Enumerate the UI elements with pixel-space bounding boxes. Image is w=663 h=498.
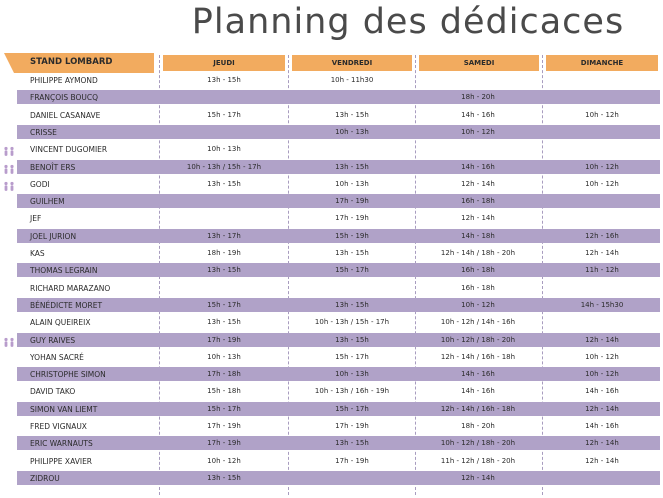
time-cell: 10h - 12h / 18h - 20h [440, 439, 516, 448]
time-cell: 17h - 19h [335, 422, 369, 430]
author-name: FRED VIGNAUX [30, 422, 87, 431]
table-row [0, 436, 663, 452]
day-header-samedi: SAMEDI [419, 55, 539, 71]
kids-icon [3, 161, 15, 173]
time-cell: 12h - 14h [585, 404, 619, 413]
time-cell: 17h - 19h [335, 214, 369, 223]
time-cell: 10h - 11h30 [330, 76, 374, 84]
time-cell [164, 281, 284, 297]
table-row [0, 73, 663, 89]
author-name: CHRISTOPHE SIMON [30, 370, 106, 380]
kids-icon [3, 334, 15, 346]
time-cell: 17h - 19h [335, 456, 369, 465]
time-cell: 13h - 15h [207, 76, 241, 84]
time-cell: 12h - 14h [585, 439, 619, 448]
author-name: CRISSE [30, 127, 57, 137]
table-row [0, 125, 663, 141]
time-cell: 18h - 20h [461, 422, 495, 430]
time-cell: 18h - 20h [461, 93, 495, 102]
time-cell [164, 90, 284, 106]
time-cell: 17h - 19h [335, 197, 369, 206]
time-cell: 13h - 15h [335, 439, 369, 448]
kids-icon [3, 143, 15, 155]
table-row [0, 384, 663, 400]
author-name: GUILHEM [30, 197, 65, 207]
time-cell: 13h - 15h [207, 266, 241, 275]
time-cell: 15h - 17h [335, 266, 369, 275]
table-row [0, 367, 663, 383]
table-row [0, 108, 663, 124]
time-cell: 10h - 12h [585, 110, 619, 119]
time-cell: 10h - 12h [461, 127, 495, 136]
author-name: VINCENT DUGOMIER [30, 145, 108, 155]
time-cell: 14h - 16h [461, 162, 495, 171]
time-cell: 13h - 15h [335, 300, 369, 309]
time-cell: 12h - 14h [585, 249, 619, 257]
time-cell: 14h - 16h [461, 387, 495, 396]
time-cell: 13h - 15h [335, 110, 369, 119]
time-cell [292, 471, 412, 487]
time-cell: 10h - 12h [585, 179, 619, 188]
time-cell: 16h - 18h [461, 266, 495, 275]
time-cell: 12h - 14h / 18h - 20h [440, 249, 516, 257]
time-cell [542, 315, 662, 331]
time-cell: 15h - 19h [335, 231, 369, 240]
time-cell: 12h - 14h [461, 179, 495, 188]
author-name: THOMAS LEGRAIN [30, 266, 98, 276]
stand-header-label: STAND LOMBARD [30, 57, 113, 67]
time-cell: 13h - 15h [207, 473, 241, 482]
time-cell [164, 194, 284, 210]
time-cell: 12h - 14h [585, 456, 619, 465]
time-cell: 17h - 19h [207, 335, 241, 344]
table-row [0, 298, 663, 314]
time-cell: 16h - 18h [461, 283, 495, 292]
time-cell: 15h - 18h [207, 387, 241, 396]
table-row [0, 350, 663, 366]
table-row [0, 246, 663, 262]
author-name: YOHAN SACRÉ [30, 352, 84, 362]
time-cell: 10h - 12h [461, 300, 495, 309]
table-row [0, 142, 663, 158]
time-cell: 10h - 12h / 14h - 16h [440, 318, 516, 327]
time-cell: 15h - 17h [335, 352, 369, 361]
time-cell [292, 142, 412, 158]
author-name: DAVID TAKO [30, 387, 76, 397]
time-cell [542, 471, 662, 487]
time-cell: 10h - 12h [585, 162, 619, 171]
time-cell: 10h - 13h [335, 370, 369, 379]
table-row [0, 419, 663, 435]
author-name: JOEL JURION [30, 231, 77, 241]
table-row [0, 454, 663, 470]
table-row [0, 315, 663, 331]
time-cell: 15h - 17h [207, 300, 241, 309]
time-cell: 11h - 12h [585, 266, 619, 275]
author-name: PHILIPPE AYMOND [30, 76, 98, 85]
time-cell [164, 125, 284, 141]
time-cell: 14h - 16h [585, 422, 619, 430]
author-name: ALAIN QUEIREIX [30, 318, 91, 328]
time-cell: 17h - 19h [207, 439, 241, 448]
time-cell: 10h - 13h / 16h - 19h [314, 387, 390, 396]
time-cell [418, 73, 538, 89]
time-cell: 15h - 17h [335, 404, 369, 413]
time-cell: 10h - 12h [585, 370, 619, 379]
page-title: Planning des dédicaces [191, 2, 625, 42]
time-cell [542, 281, 662, 297]
author-name: JEF [30, 214, 42, 224]
time-cell: 12h - 14h / 16h - 18h [440, 404, 516, 413]
author-name: RICHARD MARAZANO [30, 283, 111, 293]
time-cell: 13h - 17h [207, 231, 241, 240]
time-cell [542, 211, 662, 227]
author-name: FRANÇOIS BOUCQ [30, 93, 99, 103]
time-cell: 12h - 16h [585, 231, 619, 240]
day-header-vendredi: VENDREDI [292, 55, 412, 71]
time-cell: 10h - 13h [207, 352, 241, 361]
time-cell: 12h - 14h [585, 335, 619, 344]
time-cell: 12h - 14h / 16h - 18h [440, 352, 516, 361]
time-cell: 13h - 15h [335, 335, 369, 344]
author-name: DANIEL CASANAVE [30, 110, 101, 120]
time-cell [292, 90, 412, 106]
author-name: GUY RAIVES [30, 335, 76, 345]
time-cell [164, 211, 284, 227]
time-cell: 11h - 12h / 18h - 20h [440, 456, 516, 465]
day-header-jeudi: JEUDI [163, 55, 285, 71]
time-cell [542, 194, 662, 210]
time-cell [542, 142, 662, 158]
author-name: BENOÎT ERS [30, 162, 76, 172]
time-cell: 14h - 16h [461, 110, 495, 119]
time-cell [292, 281, 412, 297]
author-name: BÉNÉDICTE MORET [30, 300, 103, 310]
time-cell [542, 125, 662, 141]
time-cell: 17h - 18h [207, 370, 241, 379]
table-row [0, 90, 663, 106]
time-cell: 12h - 14h [461, 473, 495, 482]
time-cell: 10h - 13h / 15h - 17h [314, 318, 390, 327]
time-cell: 10h - 12h / 18h - 20h [440, 335, 516, 344]
time-cell: 15h - 17h [207, 404, 241, 413]
time-cell: 10h - 12h [207, 456, 241, 465]
time-cell [418, 142, 538, 158]
author-name: PHILIPPE XAVIER [30, 456, 93, 466]
author-name: ERIC WARNAUTS [30, 439, 93, 449]
table-row [0, 211, 663, 227]
table-row [0, 177, 663, 193]
time-cell: 15h - 17h [207, 110, 241, 119]
table-row [0, 194, 663, 210]
table-row [0, 402, 663, 418]
table-row [0, 281, 663, 297]
author-name: ZIDROU [30, 473, 60, 483]
time-cell [542, 90, 662, 106]
time-cell [542, 73, 662, 89]
time-cell: 14h - 16h [585, 387, 619, 396]
time-cell: 14h - 16h [461, 370, 495, 379]
author-name: GODI [30, 179, 50, 189]
table-row [0, 263, 663, 279]
time-cell: 18h - 19h [207, 249, 241, 257]
time-cell: 10h - 13h / 15h - 17h [186, 162, 262, 171]
table-row [0, 471, 663, 487]
time-cell: 10h - 13h [335, 179, 369, 188]
time-cell: 13h - 15h [335, 249, 369, 257]
table-row [0, 229, 663, 245]
time-cell: 12h - 14h [461, 214, 495, 223]
time-cell: 10h - 13h [335, 127, 369, 136]
day-header-dimanche: DIMANCHE [546, 55, 658, 71]
time-cell: 17h - 19h [207, 422, 241, 430]
table-row [0, 160, 663, 176]
time-cell: 10h - 13h [207, 145, 241, 154]
time-cell: 10h - 12h [585, 352, 619, 361]
time-cell: 13h - 15h [207, 179, 241, 188]
author-name: KAS [30, 249, 45, 258]
time-cell: 14h - 15h30 [580, 300, 624, 309]
time-cell: 13h - 15h [335, 162, 369, 171]
table-row [0, 333, 663, 349]
time-cell: 13h - 15h [207, 318, 241, 327]
author-name: SIMON VAN LIEMT [30, 404, 98, 414]
time-cell: 16h - 18h [461, 197, 495, 206]
time-cell: 14h - 18h [461, 231, 495, 240]
kids-icon [3, 178, 15, 190]
